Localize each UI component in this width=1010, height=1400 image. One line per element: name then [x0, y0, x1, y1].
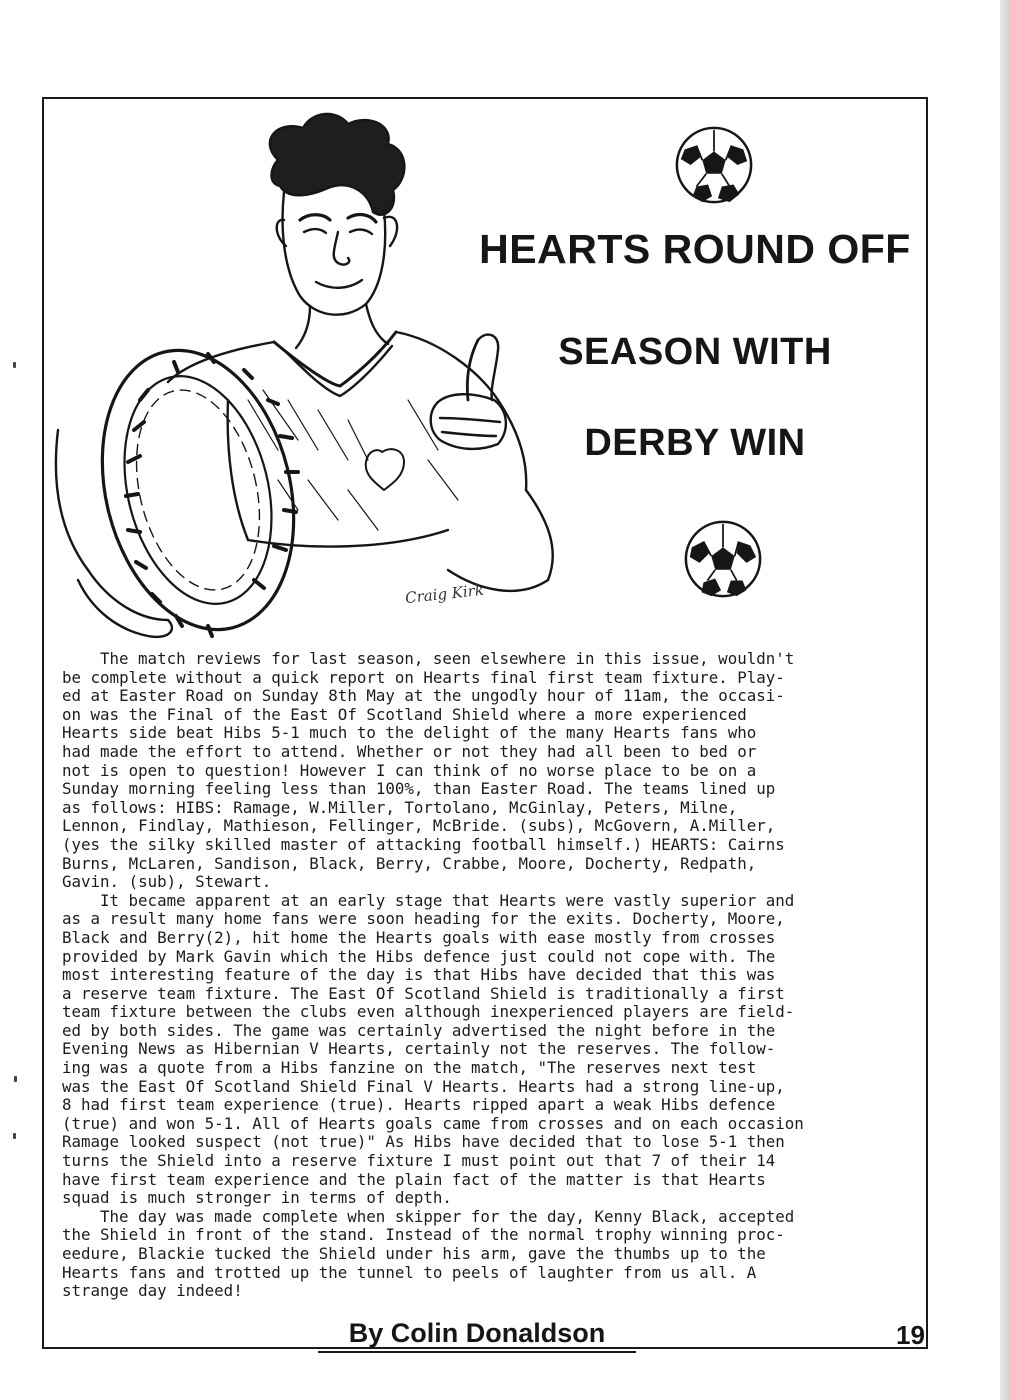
- football-icon: [673, 124, 755, 206]
- scan-speck: [14, 1076, 17, 1082]
- headline-line-3: DERBY WIN: [584, 422, 806, 464]
- scan-edge: [1000, 0, 1010, 1400]
- scan-speck: [13, 1133, 16, 1139]
- article-paragraph: It became apparent at an early stage that Hearts were vastly superior and as a result many home fans were soon heading for the exits. Docherty, Moore, Black and Berry(2), hit home the Hearts goals with ease mostly from crosses provided by Mark Gavin which the Hibs defence just could not cope with. The most interesting feature of the day is that Hibs have decided that this was a reserve team fixture. The East Of Scotland Shield is traditionally a first team fixture between the clubs even although inexperienced players are field- ed by both sides. The game was certainly advertised the night before in the Evening News as Hibernian V Hearts, certainly not the reserves. The follow- ing was a quote from a Hibs fanzine on the match, "The reserves next test was the East Of Scotland Shield Final V Hearts. Hearts had a strong line-up, 8 had first team experience (true). Hearts ripped apart a weak Hibs defence (true) and won 5-1. All of Hearts goals came from crosses and on each occasion Ramage looked suspect (not true)" As Hibs have decided that to lose 5-1 then turns the Shield into a reserve fixture I must point out that 7 of their 14 have first team experience and the plain fact of the matter is that Hearts squad is much stronger in terms of depth.: [62, 890, 804, 1208]
- article-paragraph: The match reviews for last season, seen elsewhere in this issue, wouldn't be complete without a quick report on Hearts final first team fixture. Play- ed at Easter Road on Sunday 8th May at the ungodly hour of 11am, the occasi- on was the Final of the East Of Scotland Shield where a more experienced Hearts side beat Hibs 5-1 much to the delight of the many Hearts fans who had made the effort to attend. Whether or not they had all been to bed or not is open to question! However I can think of no worse place to be on a Sunday morning feeling less than 100%, than Easter Road. The teams lined up as follows: HIBS: Ramage, W.Miller, Tortolano, McGinlay, Peters, Milne, Lennon, Findlay, Mathieson, Fellinger, McBride. (subs), McGovern, A.Miller, (yes the silky skilled master of attacking football himself.) HEARTS: Cairns Burns, McLaren, Sandison, Black, Berry, Crabbe, Moore, Docherty, Redpath, Gavin. (sub), Stewart.: [62, 649, 795, 892]
- page-number: 19: [896, 1320, 925, 1350]
- football-icon: [682, 518, 764, 600]
- headline-line-1: HEARTS ROUND OFF: [479, 226, 911, 272]
- article-paragraph: The day was made complete when skipper for the day, Kenny Black, accepted the Shield in front of the stand. Instead of the normal trophy winning proc- eedure, Blackie tucked the Shield under his arm, gave the thumbs up to the Hearts fans and trotted up the tunnel to peels of laughter from us all. A strange day indeed!: [62, 1206, 795, 1301]
- article-body: [62, 650, 932, 1301]
- author-byline: By Colin Donaldson: [318, 1318, 636, 1353]
- artist-signature: Craig Kirk: [404, 580, 485, 608]
- scan-speck: [13, 362, 16, 368]
- headline-line-2: SEASON WITH: [558, 331, 832, 373]
